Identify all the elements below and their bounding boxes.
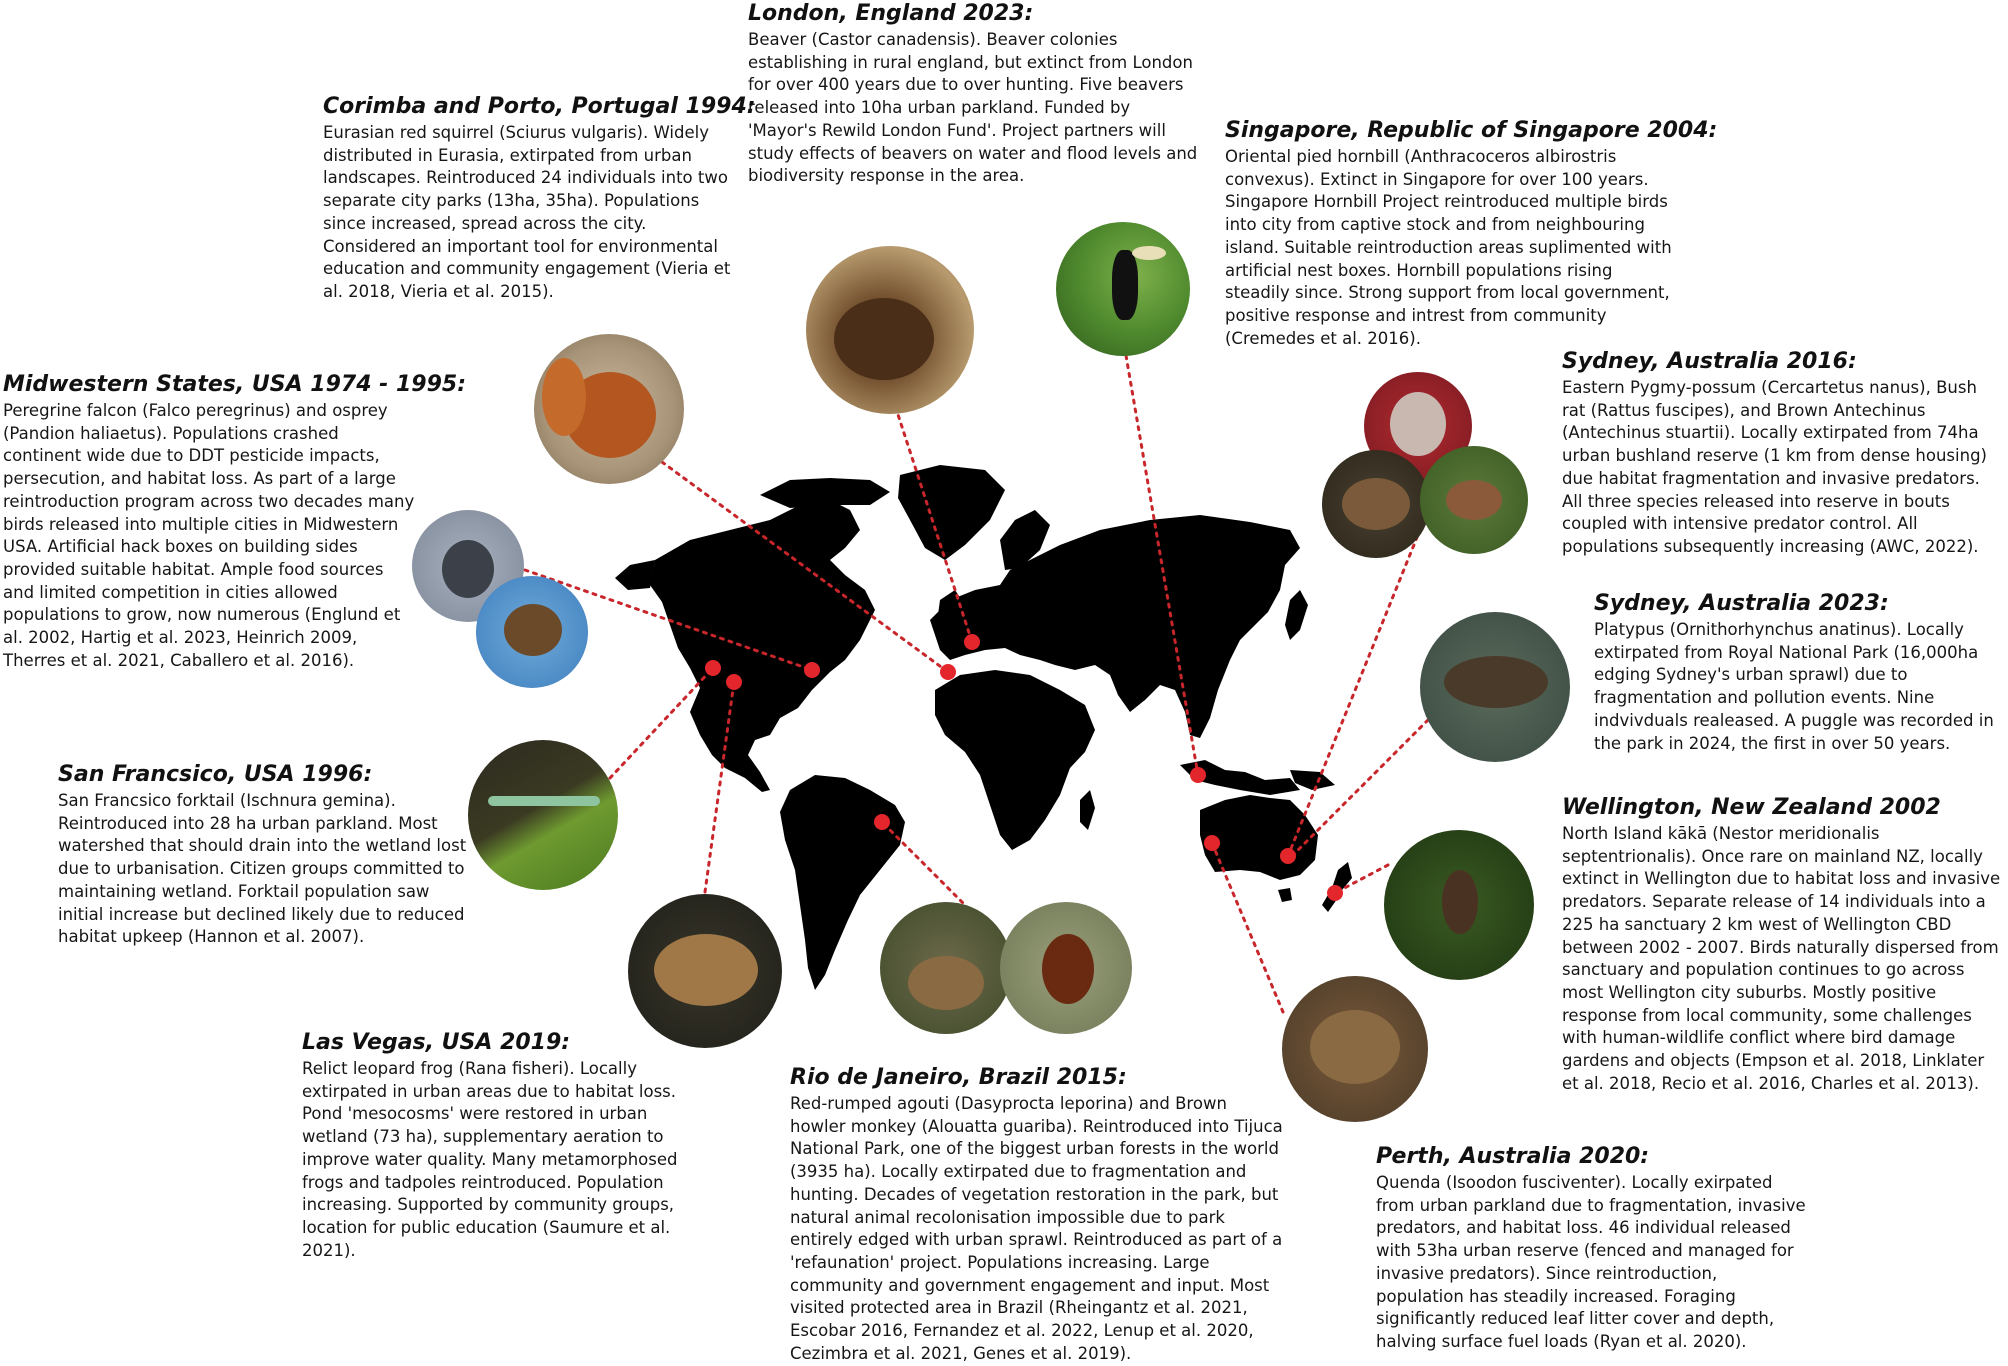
marker-sanfrancisco bbox=[705, 660, 721, 676]
forktail-body bbox=[488, 796, 600, 806]
north-america-landmass bbox=[650, 500, 875, 792]
case-body: Beaver (Castor canadensis). Beaver colonies establishing in rural england, but extinct from London for over 400 years due to over hunting. Five beavers released into 10ha urban parkland. Funded by 'Mayor's Rewild London Fund'. Project partners will study effects of beavers on water and flood levels and biodiversity response in the area. bbox=[748, 30, 1198, 186]
quenda-body bbox=[1310, 1010, 1400, 1084]
case-body: Relict leopard frog (Rana fisheri). Locally extirpated in urban areas due to habitat loss. Pond 'mesocosms' were restored in urban wetland (73 ha), supplementary aeration to improve water quality. Many metamorphosed frogs and tadpoles reintroduced. Population increasing. Supported by community groups, location for public education (Saumure et al. 2021). bbox=[302, 1059, 678, 1260]
platypus-photo bbox=[1420, 612, 1570, 762]
frog-body bbox=[654, 934, 758, 1006]
pygmy-possum-body bbox=[1390, 392, 1446, 456]
hornbill-photo bbox=[1056, 222, 1190, 356]
case-body: San Francsico forktail (Ischnura gemina). Reintroduced into 28 ha urban parkland. Most watershed that should drain into the wetland lost due to urbanisation. Citizen groups committed to maintaining wetland. Forktail population saw initial increase but declined likely due to reduced habitat upkeep (Hannon et al. 2007). bbox=[58, 791, 467, 947]
bush-rat-photo bbox=[1322, 450, 1430, 558]
case-heading: Midwestern States, USA 1974 - 1995: bbox=[3, 372, 466, 397]
case-body: Eurasian red squirrel (Sciurus vulgaris). Widely distributed in Eurasia, extirpated from urban landscapes. Reintroduced 24 individuals into two separate city parks (13ha, 35ha). Populations since increased, spread across the city. Considered an important tool for environmental education and community engagement (Vieria et al. 2018, Vieria et al. 2015). bbox=[323, 123, 731, 301]
hornbill-beak bbox=[1132, 246, 1166, 260]
case-heading: Singapore, Republic of Singapore 2004: bbox=[1225, 118, 1718, 143]
case-body: Quenda (Isoodon fusciventer). Locally exirpated from urban parkland due to fragmentation, invasive predators, and habitat loss. 46 individual released with 53ha urban reserve (fenced and managed for invasive predators). Since reintroduction, population has steadily increased. Foraging significantly reduced leaf litter cover and depth, halving surface fuel loads (Ryan et al. 2020). bbox=[1376, 1173, 1806, 1351]
case-heading: Rio de Janeiro, Brazil 2015: bbox=[790, 1065, 1127, 1090]
marker-rio bbox=[874, 814, 890, 830]
howler-monkey-photo bbox=[1000, 902, 1132, 1034]
beaver-photo bbox=[806, 246, 974, 414]
case-body: Eastern Pygmy-possum (Cercartetus nanus), Bush rat (Rattus fuscipes), and Brown Antechinus (Antechinus stuartii). Locally extirpated from 74ha urban bushland reserve (1 km from dense housing) due habitat fragmentation and invasive predators. All three species released into reserve in bouts coupled with intensive predator control. All populations subsequently increasing (AWC, 2022). bbox=[1562, 378, 1987, 556]
osprey-body bbox=[504, 604, 562, 656]
case-san-francisco bbox=[58, 761, 470, 949]
case-london bbox=[748, 0, 1202, 188]
marker-lasvegas bbox=[726, 674, 742, 690]
case-body: Platypus (Ornithorhynchus anatinus). Locally extirpated from Royal National Park (16,000ha edging Sydney's urban sprawl) due to fragmentation and pollution events. Nine indvivduals realeased. A puggle was recorded in the park in 2024, the first in over 50 years. bbox=[1594, 620, 1994, 753]
greenland-landmass bbox=[898, 465, 1005, 560]
marker-porto bbox=[940, 664, 956, 680]
forktail-photo bbox=[468, 740, 618, 890]
alaska-landmass bbox=[615, 560, 655, 590]
antechinus-photo bbox=[1420, 446, 1528, 554]
bush-rat-body bbox=[1342, 478, 1410, 530]
case-las-vegas bbox=[302, 1029, 694, 1262]
kaka-body bbox=[1442, 870, 1478, 934]
case-midwest bbox=[3, 371, 466, 672]
case-wellington bbox=[1562, 794, 2006, 1095]
case-body: Red-rumped agouti (Dasyprocta leporina) and Brown howler monkey (Alouatta guariba). Reintroduced into Tijuca National Park, one of the biggest urban forests in the world (3935 ha). Locally extirpated due to fragmentation and hunting. Decades of vegetation restoration in the park, but natural animal recolonisation impossible due to park entirely edged with urban sprawl. Reintroduced as part of a 'refaunation' project. Populations increasing. Large community and government engagement and input. Most visited protected area in Brazil (Rheingantz et al. 2021, Escobar 2016, Fernandez et al. 2022, Lenup et al. 2020, Cezimbra et al. 2021, Genes et al. 2019). bbox=[790, 1094, 1283, 1363]
madagascar-landmass bbox=[1080, 790, 1095, 830]
case-sydney-2016 bbox=[1562, 348, 1994, 559]
marker-sydney bbox=[1280, 848, 1296, 864]
leader-line-sydney2016 bbox=[1288, 520, 1424, 856]
case-heading: Perth, Australia 2020: bbox=[1376, 1144, 1650, 1169]
falcon-body bbox=[442, 540, 494, 598]
kaka-photo bbox=[1384, 830, 1534, 980]
case-singapore bbox=[1225, 117, 1718, 350]
marker-midwest bbox=[804, 662, 820, 678]
africa-landmass bbox=[935, 670, 1095, 850]
marker-london bbox=[964, 634, 980, 650]
case-body: Peregrine falcon (Falco peregrinus) and osprey (Pandion haliaetus). Populations crashed continent wide due to DDT pesticide impacts, persecution, and habitat loss. As part of a large reintroduction program across two decades many birds released into multiple cities in Midwestern USA. Artificial hack boxes on building sides provided suitable habitat. Ample food sources and limited competition in cities allowed populations to grow, now numerous (Englund et al. 2002, Hartig et al. 2023, Heinrich 2009, Therres et al. 2021, Caballero et al. 2016). bbox=[3, 401, 415, 670]
case-heading: Las Vegas, USA 2019: bbox=[302, 1030, 571, 1055]
platypus-body bbox=[1444, 656, 1548, 708]
case-heading: Corimba and Porto, Portugal 1994: bbox=[323, 94, 756, 119]
case-perth bbox=[1376, 1143, 1810, 1354]
tasmania-landmass bbox=[1278, 888, 1292, 902]
osprey-photo bbox=[476, 576, 588, 688]
squirrel-photo bbox=[534, 334, 684, 484]
beaver-body bbox=[834, 298, 934, 380]
case-heading: Sydney, Australia 2023: bbox=[1594, 591, 1889, 616]
case-heading: Sydney, Australia 2016: bbox=[1562, 349, 1857, 374]
case-heading: Wellington, New Zealand 2002 bbox=[1562, 795, 1941, 820]
case-body: North Island kākā (Nestor meridionalis septentrionalis). Once rare on mainland NZ, locally extinct in Wellington due to habitat loss and invasive predators. Separate release of 14 individuals into a 225 ha sanctuary 2 km west of Wellington CBD between 2002 - 2007. Birds naturally dispersed from sanctuary and population continues to go across most Wellington city suburbs. Mostly positive response from local community, some challenges with human-wildlife conflict where bird damage gardens and objects (Empson et al. 2018, Linklater et al. 2018, Recio et al. 2016, Charles et al. 2013). bbox=[1562, 824, 2001, 1093]
case-porto bbox=[323, 93, 756, 304]
frog-photo bbox=[628, 894, 782, 1048]
arctic-islands bbox=[760, 478, 890, 508]
marker-singapore bbox=[1190, 767, 1206, 783]
howler-monkey-body bbox=[1042, 934, 1094, 1004]
japan-landmass bbox=[1285, 590, 1308, 640]
quenda-photo bbox=[1282, 976, 1428, 1122]
agouti-photo bbox=[880, 902, 1012, 1034]
squirrel-tail bbox=[542, 358, 586, 436]
case-sydney-2023 bbox=[1594, 590, 2008, 755]
marker-wellington bbox=[1327, 885, 1343, 901]
hornbill-body bbox=[1112, 250, 1138, 320]
marker-perth bbox=[1204, 835, 1220, 851]
agouti-body bbox=[908, 956, 984, 1010]
case-heading: London, England 2023: bbox=[748, 1, 1034, 26]
case-rio bbox=[790, 1064, 1286, 1365]
case-heading: San Francsico, USA 1996: bbox=[58, 762, 373, 787]
case-body: Oriental pied hornbill (Anthracoceros albirostris convexus). Extinct in Singapore for over 100 years. Singapore Hornbill Project reintroduced multiple birds into city from captive stock and from neighbouring island. Suitable reintroduction areas suplimented with artificial nest boxes. Hornbill populations rising steadily since. Strong support from local government, positive response and intrest from community (Cremedes et al. 2016). bbox=[1225, 147, 1672, 348]
antechinus-body bbox=[1446, 480, 1502, 520]
